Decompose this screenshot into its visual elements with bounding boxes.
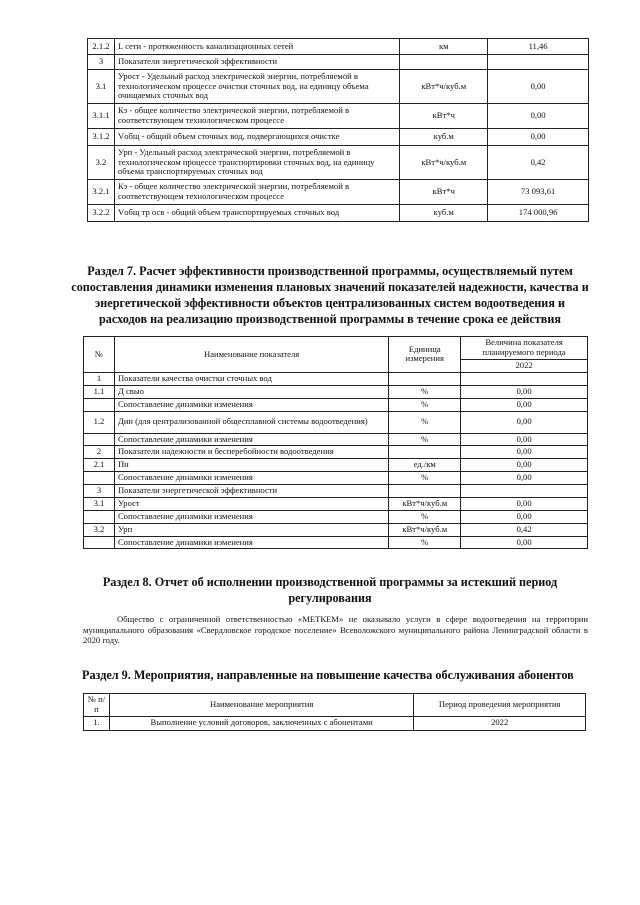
row-number: 1.1 xyxy=(84,385,115,398)
col-num-header: № xyxy=(84,337,115,373)
table-row xyxy=(84,446,588,459)
row-unit: кВт*ч xyxy=(400,104,488,129)
measures-col-num: № п/п xyxy=(84,694,110,717)
row-name: Показатели качества очистки сточных вод xyxy=(114,372,388,385)
row-name: Кэ - общее количество электрической энергии, потребляемой в соответствующем технологическом процессе xyxy=(114,104,399,129)
row-number: 3.2.1 xyxy=(88,180,115,205)
row-unit: ед./км xyxy=(389,459,461,472)
row-unit: км xyxy=(400,39,488,55)
row-name: Показатели энергетической эффективности xyxy=(114,485,388,498)
row-value: 0,42 xyxy=(488,146,589,180)
row-name: Сопоставление динамики изменения xyxy=(114,433,388,446)
col-year-header: 2022 xyxy=(461,360,588,373)
row-value: 174 000,96 xyxy=(488,205,589,222)
table-row xyxy=(88,129,589,146)
row-unit: кВт*ч/куб.м xyxy=(400,70,488,104)
table-row xyxy=(84,536,588,549)
row-value xyxy=(461,372,588,385)
row-unit: кВт*ч/куб.м xyxy=(400,146,488,180)
row-name: Д свыо xyxy=(114,385,388,398)
row-number: 3.2.2 xyxy=(88,205,115,222)
row-number: 3 xyxy=(88,55,115,70)
table-row xyxy=(84,385,588,398)
row-value: 0,00 xyxy=(461,472,588,485)
section9-heading: Раздел 9. Мероприятия, направленные на повышение качества обслуживания абонентов xyxy=(82,668,574,682)
row-value xyxy=(461,485,588,498)
row-unit: % xyxy=(389,398,461,411)
row-value xyxy=(488,55,589,70)
row-unit: куб.м xyxy=(400,205,488,222)
row-unit: куб.м xyxy=(400,129,488,146)
row-number: 3.1.1 xyxy=(88,104,115,129)
row-name: Урп - Удельный расход электрической энергии, потребляемой в технологическом процессе транспортировки сточных вод, на единицу объема транспортируемых сточных вод xyxy=(114,146,399,180)
row-number xyxy=(84,398,115,411)
row-number: 2.1 xyxy=(84,459,115,472)
row-value: 0,00 xyxy=(461,497,588,510)
row-name: Кэ - общее количество электрической энергии, потребляемой в соответствующем технологическом процессе xyxy=(114,180,399,205)
col-name-header: Наименование показателя xyxy=(114,337,388,373)
section7-heading: Раздел 7. Расчет эффективности производственной программы, осуществляемый путем сопоставления динамики изменения плановых значений показателей надежности, качества и энергетической эффективности объектов централизованных систем водоотведения и расходов на реализацию производственной программы в течение срока ее действия xyxy=(71,264,589,326)
row-number: 1. xyxy=(84,716,110,730)
table-row xyxy=(84,523,588,536)
table-row xyxy=(84,433,588,446)
row-unit: % xyxy=(389,411,461,433)
row-number: 3.2 xyxy=(84,523,115,536)
table-row xyxy=(84,459,588,472)
table-row xyxy=(84,716,586,730)
table-row xyxy=(88,70,589,104)
row-number xyxy=(84,472,115,485)
row-unit: кВт*ч xyxy=(400,180,488,205)
row-unit: % xyxy=(389,385,461,398)
row-name: Сопоставление динамики изменения xyxy=(114,536,388,549)
row-value: 11,46 xyxy=(488,39,589,55)
row-number: 3.1 xyxy=(88,70,115,104)
row-value: 0,00 xyxy=(461,411,588,433)
row-value: 73 093,61 xyxy=(488,180,589,205)
col-value-header: Величина показателя планируемого периода xyxy=(461,337,588,360)
measures-col-name: Наименование мероприятия xyxy=(109,694,413,717)
table-row xyxy=(88,146,589,180)
row-unit: кВт*ч/куб.м xyxy=(389,497,461,510)
row-number xyxy=(84,536,115,549)
row-number: 2.1.2 xyxy=(88,39,115,55)
row-unit: % xyxy=(389,472,461,485)
row-value: 0,00 xyxy=(461,510,588,523)
row-number xyxy=(84,510,115,523)
row-value: 0,00 xyxy=(488,104,589,129)
row-name: Показатели энергетической эффективности xyxy=(114,55,399,70)
row-name: L сети - протяженность канализационных сетей xyxy=(114,39,399,55)
col-unit-header: Единица измерения xyxy=(389,337,461,373)
row-value: 0,00 xyxy=(461,433,588,446)
row-value: 0,00 xyxy=(488,129,589,146)
table-row xyxy=(88,104,589,129)
row-name: Урост - Удельный расход электрической энергии, потребляемой в технологическом процессе очистки сточных вод, на единицу объема очищаемых сточных вод xyxy=(114,70,399,104)
row-name: Vобщ - общий объем сточных вод, подвергающихся очистке xyxy=(114,129,399,146)
table-row xyxy=(88,55,589,70)
row-unit xyxy=(389,372,461,385)
row-value: 0,00 xyxy=(461,446,588,459)
row-unit xyxy=(389,485,461,498)
row-name: Урост xyxy=(114,497,388,510)
row-unit xyxy=(400,55,488,70)
table-row xyxy=(84,372,588,385)
row-name: Дин (для централизованной общесплавной системы водоотведения) xyxy=(114,411,388,433)
row-number: 3.1.2 xyxy=(88,129,115,146)
energy-indicators-table xyxy=(87,38,589,222)
table-row xyxy=(88,180,589,205)
row-name: Vобщ тр осв - общий объем транспортируемых сточных вод xyxy=(114,205,399,222)
row-name: Показатели надежности и бесперебойности водоотведения xyxy=(114,446,388,459)
row-number: 3.2 xyxy=(88,146,115,180)
efficiency-table xyxy=(83,336,588,549)
table-row xyxy=(88,205,589,222)
table-row xyxy=(84,472,588,485)
table-row xyxy=(88,39,589,55)
row-number: 1 xyxy=(84,372,115,385)
table-row xyxy=(84,510,588,523)
row-value: 0,00 xyxy=(461,536,588,549)
measures-table xyxy=(83,693,586,731)
row-unit: % xyxy=(389,433,461,446)
row-value: 0,00 xyxy=(488,70,589,104)
row-number: 3.1 xyxy=(84,497,115,510)
row-unit: кВт*ч/куб.м xyxy=(389,523,461,536)
row-number: 2 xyxy=(84,446,115,459)
row-value: 0,00 xyxy=(461,398,588,411)
table-row xyxy=(84,411,588,433)
row-name: Сопоставление динамики изменения xyxy=(114,398,388,411)
row-value: 0,42 xyxy=(461,523,588,536)
row-number: 1.2 xyxy=(84,411,115,433)
table-row xyxy=(84,497,588,510)
row-name: Пн xyxy=(114,459,388,472)
row-period: 2022 xyxy=(414,716,586,730)
row-value: 0,00 xyxy=(461,385,588,398)
section8-heading: Раздел 8. Отчет об исполнении производственной программы за истекший период регулирования xyxy=(102,575,558,605)
row-unit xyxy=(389,446,461,459)
row-unit: % xyxy=(389,536,461,549)
row-name: Выполнение условий договоров, заключенных с абонентами xyxy=(109,716,413,730)
row-unit: % xyxy=(389,510,461,523)
section8-paragraph: Общество с ограниченной ответственностью «МЕТКЕМ» не оказывало услуги в сфере водоотведения на территории муниципального образования «Свердловское городское поселение» Всеволожского муниципального района Ленинградской области в 2020 году. xyxy=(83,614,588,646)
measures-col-period: Период проведения мероприятия xyxy=(414,694,586,717)
row-name: Сопоставление динамики изменения xyxy=(114,472,388,485)
row-number xyxy=(84,433,115,446)
table-row xyxy=(84,398,588,411)
row-name: Сопоставление динамики изменения xyxy=(114,510,388,523)
row-number: 3 xyxy=(84,485,115,498)
table-row xyxy=(84,485,588,498)
row-value: 0,00 xyxy=(461,459,588,472)
row-name: Урп xyxy=(114,523,388,536)
